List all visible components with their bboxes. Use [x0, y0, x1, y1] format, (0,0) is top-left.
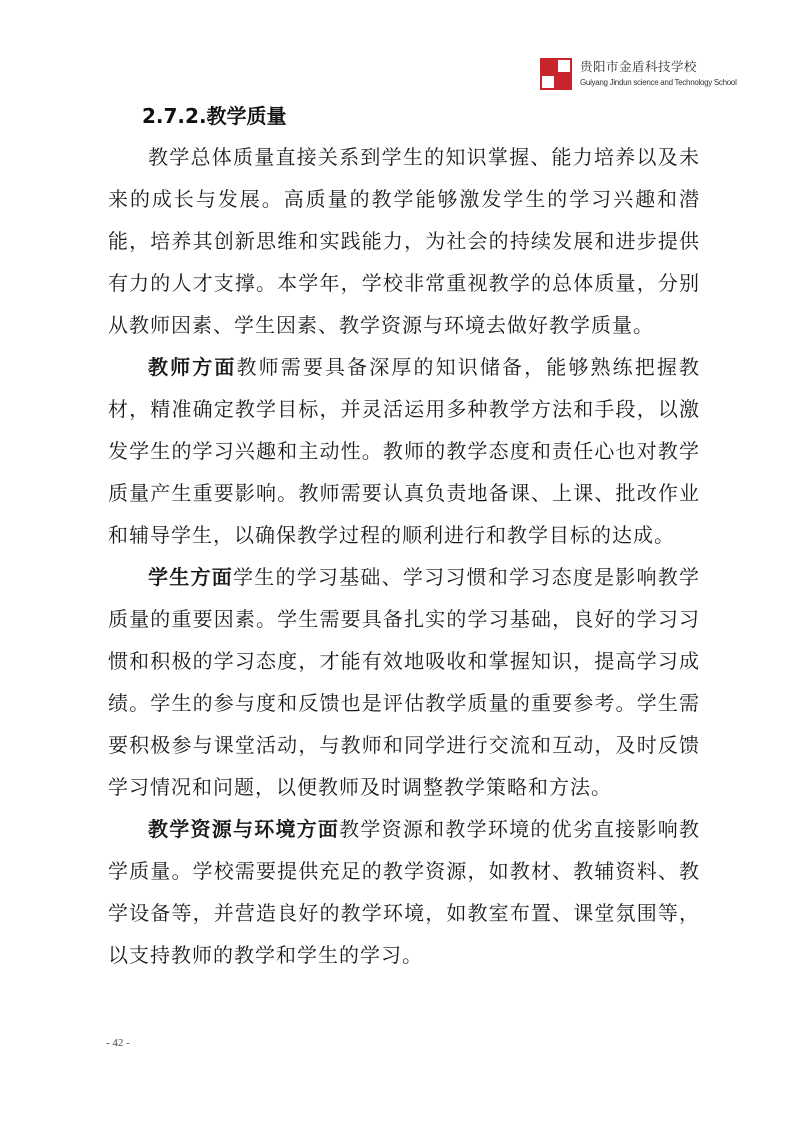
section-heading: 2.7.2.教学质量 — [142, 104, 287, 128]
paragraph-student — [108, 556, 700, 808]
paragraph-text: 教师需要具备深厚的知识储备，能够熟练把握教材，精准确定教学目标，并灵活运用多种教学方法和手段，以激发学生的学习兴趣和主动性。教师的教学态度和责任心也对教学质量产生重要影响。教师需要认真负责地备课、上课、批改作业和辅导学生，以确保教学过程的顺利进行和教学目标的达成。 — [108, 355, 700, 547]
paragraph-text: 教学资源和教学环境的优劣直接影响教学质量。学校需要提供充足的教学资源，如教材、教辅资料、教学设备等，并营造良好的教学环境，如教室布置、课堂氛围等，以支持教师的教学和学生的学习。 — [108, 817, 701, 967]
document-body — [108, 96, 700, 976]
page-header — [540, 58, 737, 90]
page-number: - 42 - — [106, 1037, 130, 1049]
paragraph-text: 教学总体质量直接关系到学生的知识掌握、能力培养以及未来的成长与发展。高质量的教学能够激发学生的学习兴趣和潜能，培养其创新思维和实践能力，为社会的持续发展和进步提供有力的人才支撑。本学年，学校非常重视教学的总体质量，分别从教师因素、学生因素、教学资源与环境去做好教学质量。 — [108, 145, 700, 337]
paragraph-lead: 学生方面 — [148, 565, 233, 589]
school-logo-icon — [540, 58, 572, 90]
school-name — [580, 61, 737, 87]
paragraph-teacher — [108, 346, 700, 556]
school-name-en: Guiyang Jindun science and Technology School — [580, 77, 737, 87]
paragraph-overview — [108, 136, 700, 346]
paragraph-text: 学生的学习基础、学习习惯和学习态度是影响教学质量的重要因素。学生需要具备扎实的学习基础，良好的学习习惯和积极的学习态度，才能有效地吸收和掌握知识，提高学习成绩。学生的参与度和反馈也是评估教学质量的重要参考。学生需要积极参与课堂活动，与教师和同学进行交流和互动，及时反馈学习情况和问题，以便教师及时调整教学策略和方法。 — [108, 565, 701, 799]
paragraph-lead: 教师方面 — [148, 355, 237, 379]
school-name-cn: 贵阳市金盾科技学校 — [580, 59, 698, 75]
paragraph-resources — [108, 808, 700, 976]
paragraph-lead: 教学资源与环境方面 — [148, 817, 340, 841]
